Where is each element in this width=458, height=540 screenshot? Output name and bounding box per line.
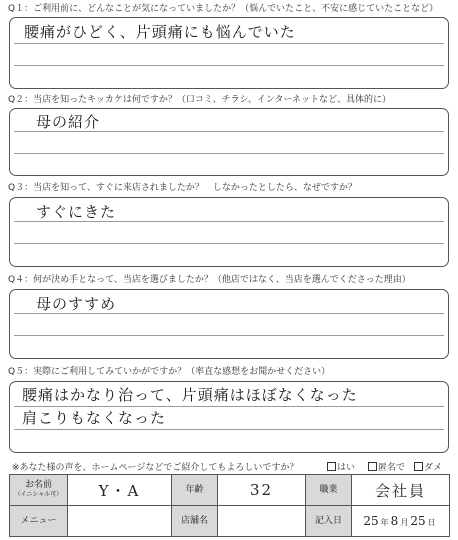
consent-option-yes-label: はい	[337, 463, 356, 473]
answer-2-line-1: 母の紹介	[36, 113, 101, 131]
store-label: 店舗名	[172, 506, 218, 537]
job-field[interactable]	[352, 475, 450, 506]
answer-box-5[interactable]	[9, 381, 449, 453]
consent-option-anonymous[interactable]	[368, 460, 405, 473]
answer-5-line-2: 肩こりもなくなった	[22, 409, 167, 427]
job-value: 会社員	[374, 481, 426, 500]
date-day-unit: 日	[427, 518, 436, 527]
checkbox-icon[interactable]	[414, 462, 423, 471]
ruled-line	[14, 243, 444, 244]
menu-label: メニュー	[10, 506, 68, 537]
job-label: 職業	[306, 475, 352, 506]
question-4-label: Q４：何が決め手となって、当店を選びましたか？（他店ではなく、当店を選んでくださった理由）	[8, 275, 411, 285]
consent-option-anonymous-label: 匿名で	[378, 463, 406, 473]
menu-field[interactable]	[68, 506, 172, 537]
answer-1-line-1: 腰痛がひどく、片頭痛にも悩んでいた	[24, 23, 296, 41]
consent-option-yes[interactable]	[327, 460, 355, 473]
date-year: 25	[363, 514, 379, 528]
age-value: 32	[249, 481, 274, 499]
question-3-label: Q３：当店を知って、すぐに来店されましたか？ しなかったとしたら、なぜですか？	[8, 183, 357, 193]
age-label: 年齢	[172, 475, 218, 506]
name-value: Y・A	[98, 481, 141, 500]
ruled-line	[14, 43, 444, 44]
ruled-line	[14, 65, 444, 66]
checkbox-icon[interactable]	[327, 462, 336, 471]
date-year-unit: 年	[380, 518, 389, 527]
ruled-line	[14, 429, 444, 430]
answer-box-1[interactable]	[9, 17, 449, 89]
ruled-line	[14, 335, 444, 336]
ruled-line	[14, 406, 444, 407]
consent-option-no-label: ダメ	[424, 463, 443, 473]
name-label-cell	[10, 475, 68, 506]
checkbox-icon[interactable]	[368, 462, 377, 471]
answer-box-2[interactable]	[9, 108, 449, 176]
date-month-unit: 月	[400, 518, 409, 527]
question-5-label: Q５：実際にご利用してみていかがですか？（率直な感想をお聞かせください）	[8, 367, 331, 377]
store-field[interactable]	[218, 506, 306, 537]
ruled-line	[14, 153, 444, 154]
answer-box-4[interactable]	[9, 289, 449, 359]
age-field[interactable]	[218, 475, 306, 506]
consent-option-no[interactable]	[414, 460, 442, 473]
customer-info-table	[9, 474, 450, 537]
question-2-label: Q２：当店を知ったキッカケは何ですか？（口コミ、チラシ、インターネットなど、具体的に）	[8, 95, 392, 105]
date-label: 記入日	[306, 506, 352, 537]
question-1-label: Q１：ご利用前に、どんなことが気になっていましたか？（悩んでいたこと、不安に感じていたことなど）	[8, 4, 439, 14]
name-note: （イニシャル可）	[14, 491, 63, 498]
date-month: 8	[390, 514, 399, 528]
date-field[interactable]	[352, 506, 450, 537]
answer-3-line-1: すぐにきた	[36, 203, 117, 221]
consent-question: ※あなた様の声を、ホームページなどでご紹介してもよろしいですか？	[12, 463, 299, 473]
name-label: お名前	[24, 480, 52, 490]
answer-4-line-1: 母のすすめ	[36, 295, 117, 313]
date-day: 25	[410, 514, 426, 528]
answer-5-line-1: 腰痛はかなり治って、片頭痛はほぼなくなった	[22, 386, 358, 404]
answer-box-3[interactable]	[9, 197, 449, 267]
name-field[interactable]	[68, 475, 172, 506]
